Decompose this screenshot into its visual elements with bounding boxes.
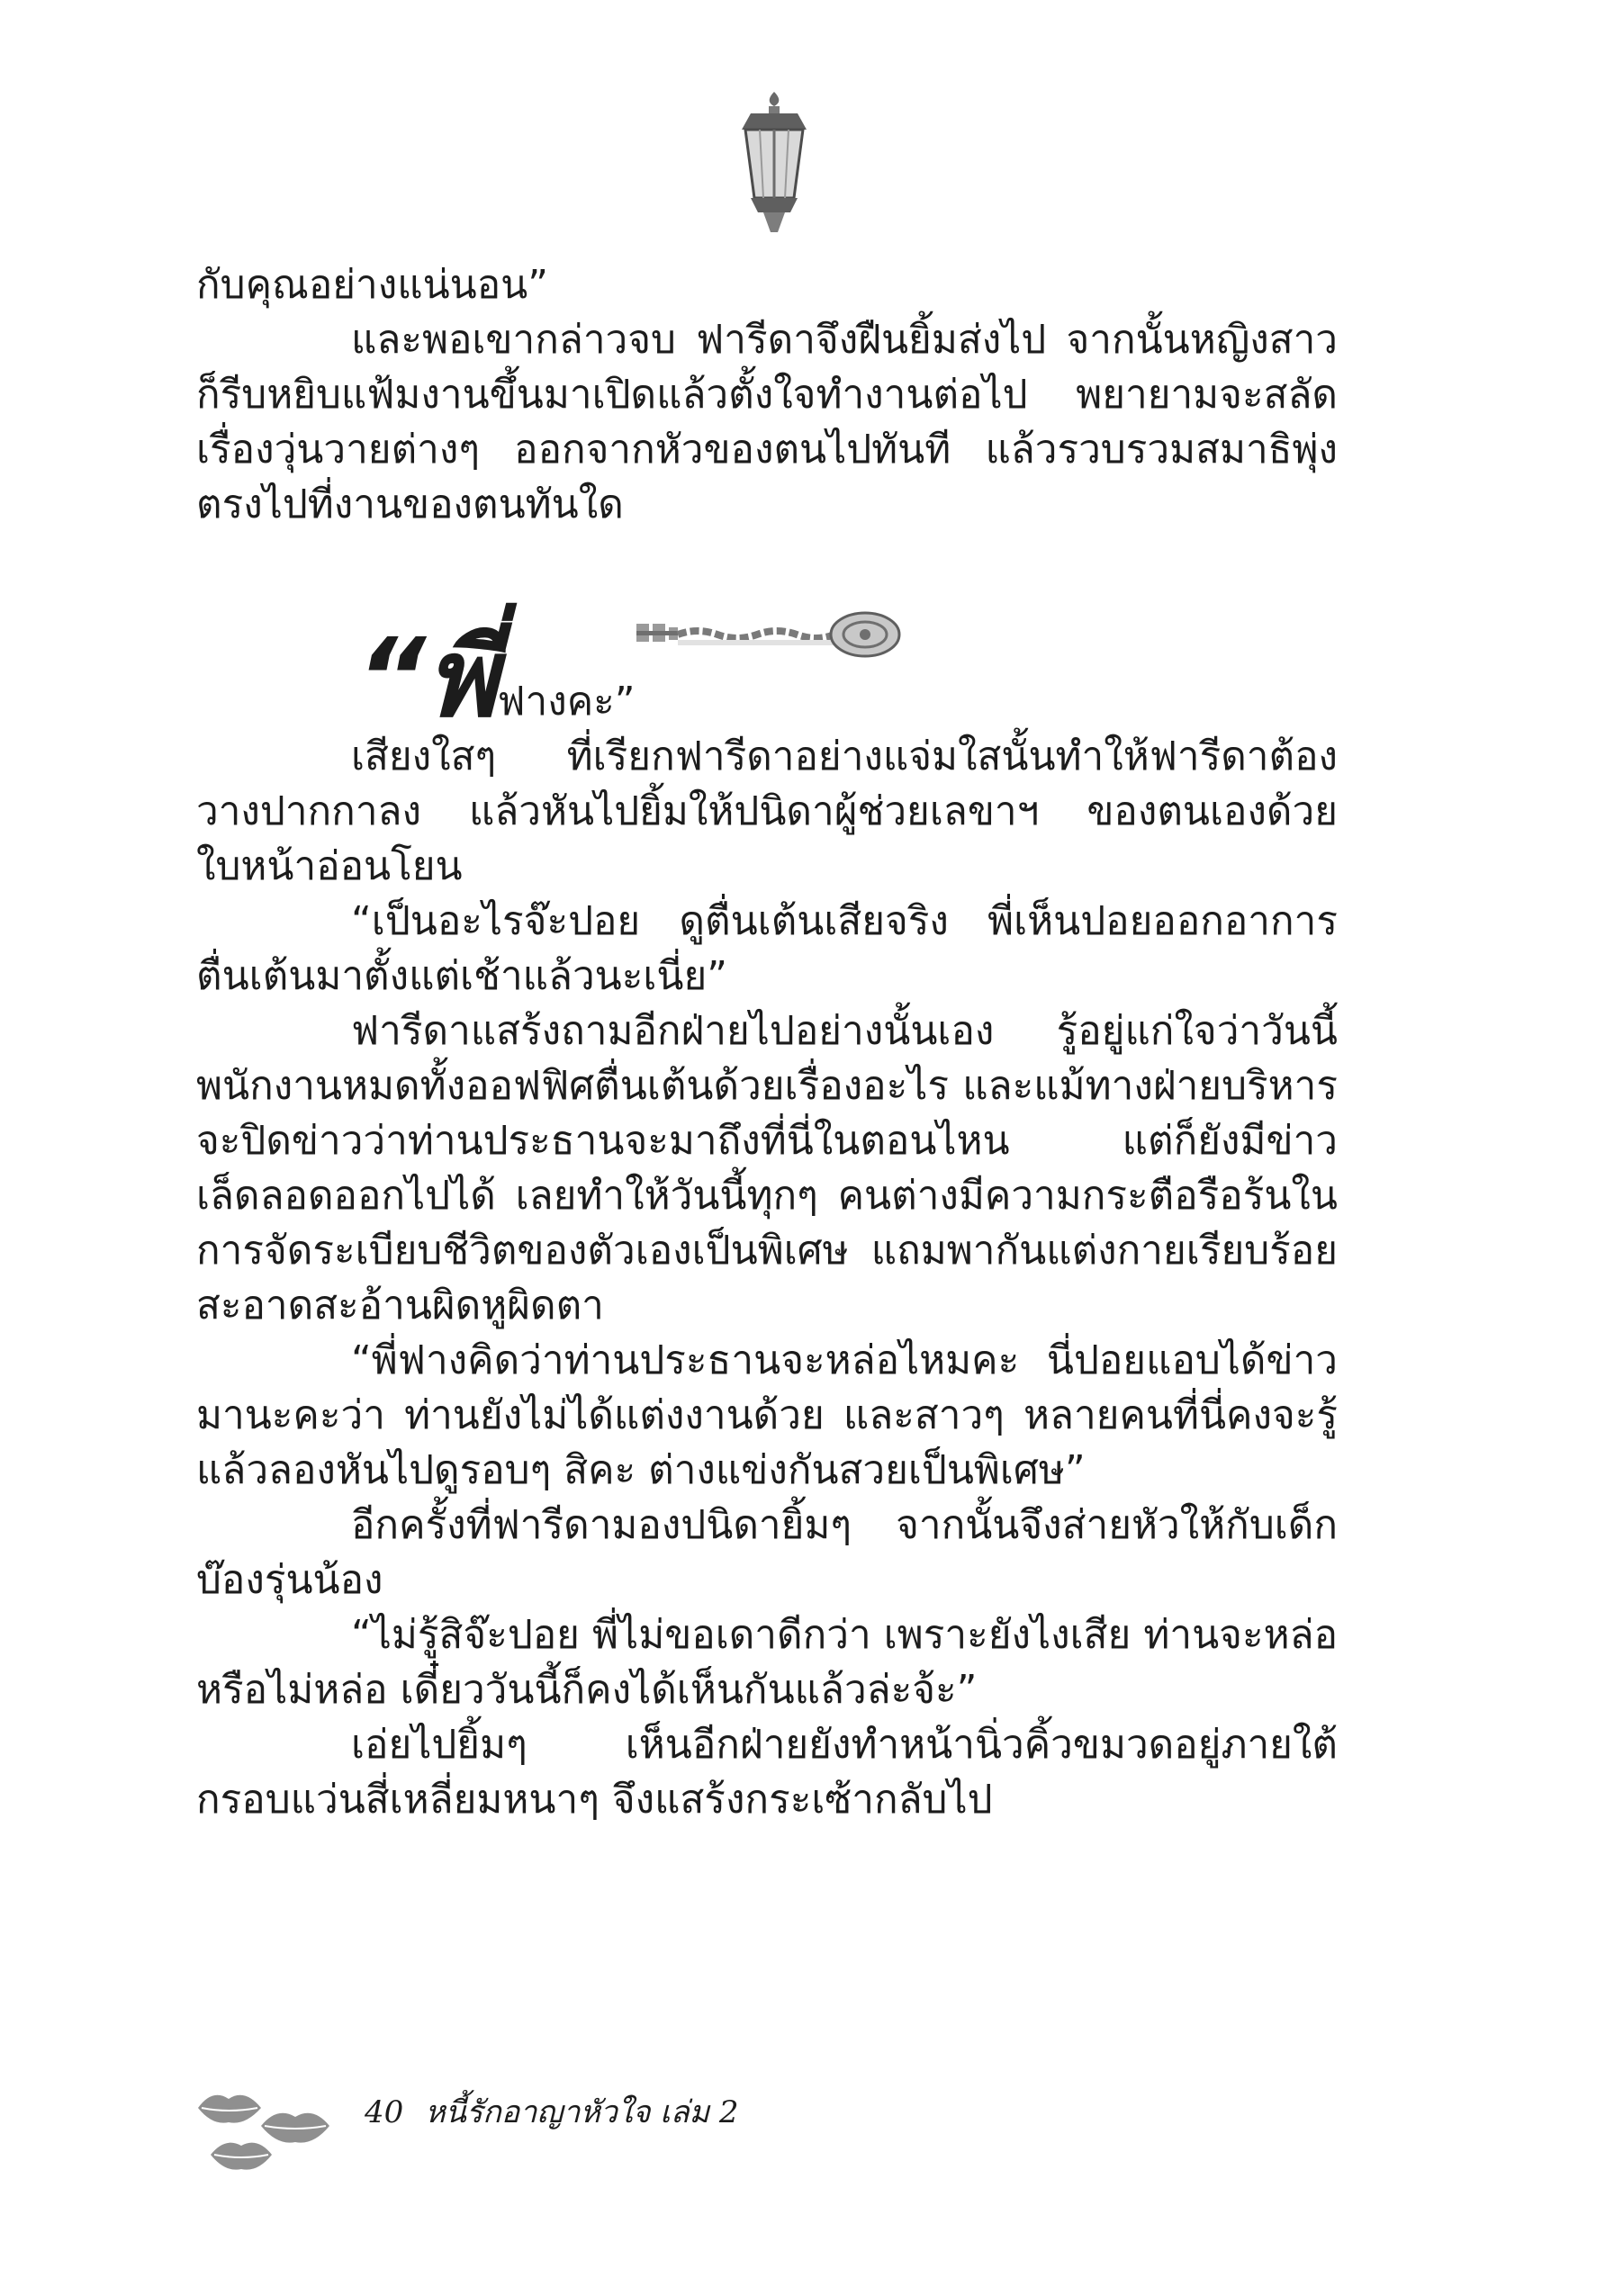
paragraph: เสียงใสๆ ที่เรียกฟารีดาอย่างแจ่มใสนั้นทำให้ฟารีดาต้องวางปากกาลง แล้วหันไปยิ้มให้ปนิดาผู้ช่วยเลขาฯ ของตนเองด้วยใบหน้าอ่อนโยน xyxy=(196,734,1338,889)
text-block-bottom xyxy=(196,729,1338,1827)
dropcap-letter: “พี่ xyxy=(356,617,498,742)
page-number: 40 xyxy=(365,2094,404,2130)
paragraph: “พี่ฟางคิดว่าท่านประธานจะหล่อไหมคะ นี่ปอยแอบได้ข่าวมานะคะว่า ท่านยังไม่ได้แต่งงานด้วย และสาวๆ หลายคนที่นี่คงจะรู้แล้วลองหันไปดูรอบๆ สิคะ ต่างแข่งกันสวยเป็นพิเศษ” xyxy=(196,1337,1338,1493)
paragraph: อีกครั้งที่ฟารีดามองปนิดายิ้มๆ จากนั้นจึงส่ายหัวให้กับเด็กบ๊องรุ่นน้อง xyxy=(196,1502,1338,1603)
dropcap-rest: ฟางคะ” xyxy=(497,679,636,725)
paragraph: และพอเขากล่าวจบ ฟารีดาจึงฝืนยิ้มส่งไป จากนั้นหญิงสาวก็รีบหยิบแฟ้มงานขึ้นมาเปิดแล้วตั้งใจทำงานต่อไป พยายามจะสลัดเรื่องวุ่นวายต่างๆ ออกจากหัวของตนไปทันที แล้วรวบรวมสมาธิพุ่งตรงไปที่งานของตนทันใด xyxy=(196,317,1338,527)
paragraph: กับคุณอย่างแน่นอน” xyxy=(196,262,549,308)
paragraph: “ไม่รู้สิจ๊ะปอย พี่ไม่ขอเดาดีกว่า เพราะยังไงเสีย ท่านจะหล่อหรือไม่หล่อ เดี๋ยววันนี้ก็คงได้เห็นกันแล้วล่ะจ้ะ” xyxy=(196,1612,1338,1713)
lantern-icon xyxy=(731,90,817,234)
lips-icon xyxy=(193,2072,346,2182)
key-icon xyxy=(635,608,905,671)
dropcap-heading xyxy=(356,617,636,742)
book-title: หนี้รักอาญาหัวใจ เล่ม 2 xyxy=(425,2094,739,2130)
page-footer xyxy=(365,2093,738,2132)
text-block-top xyxy=(196,257,1338,532)
paragraph: เอ่ยไปยิ้มๆ เห็นอีกฝ่ายยังทำหน้านิ่วคิ้วขมวดอยู่ภายใต้กรอบแว่นสี่เหลี่ยมหนาๆ จึงแสร้งกระเซ้ากลับไป xyxy=(196,1722,1338,1823)
paragraph: ฟารีดาแสร้งถามอีกฝ่ายไปอย่างนั้นเอง รู้อยู่แก่ใจว่าวันนี้พนักงานหมดทั้งออฟฟิศตื่นเต้นด้วยเรื่องอะไร และแม้ทางฝ่ายบริหารจะปิดข่าวว่าท่านประธานจะมาถึงที่นี่ในตอนไหน แต่ก็ยังมีข่าวเล็ดลอดออกไปได้ เลยทำให้วันนี้ทุกๆ คนต่างมีความกระตือรือร้นในการจัดระเบียบชีวิตของตัวเองเป็นพิเศษ แถมพากันแต่งกายเรียบร้อยสะอาดสะอ้านผิดหูผิดตา xyxy=(196,1008,1338,1328)
paragraph: “เป็นอะไรจ๊ะปอย ดูตื่นเต้นเสียจริง พี่เห็นปอยออกอาการตื่นเต้นมาตั้งแต่เช้าแล้วนะเนี่ย” xyxy=(196,898,1338,999)
